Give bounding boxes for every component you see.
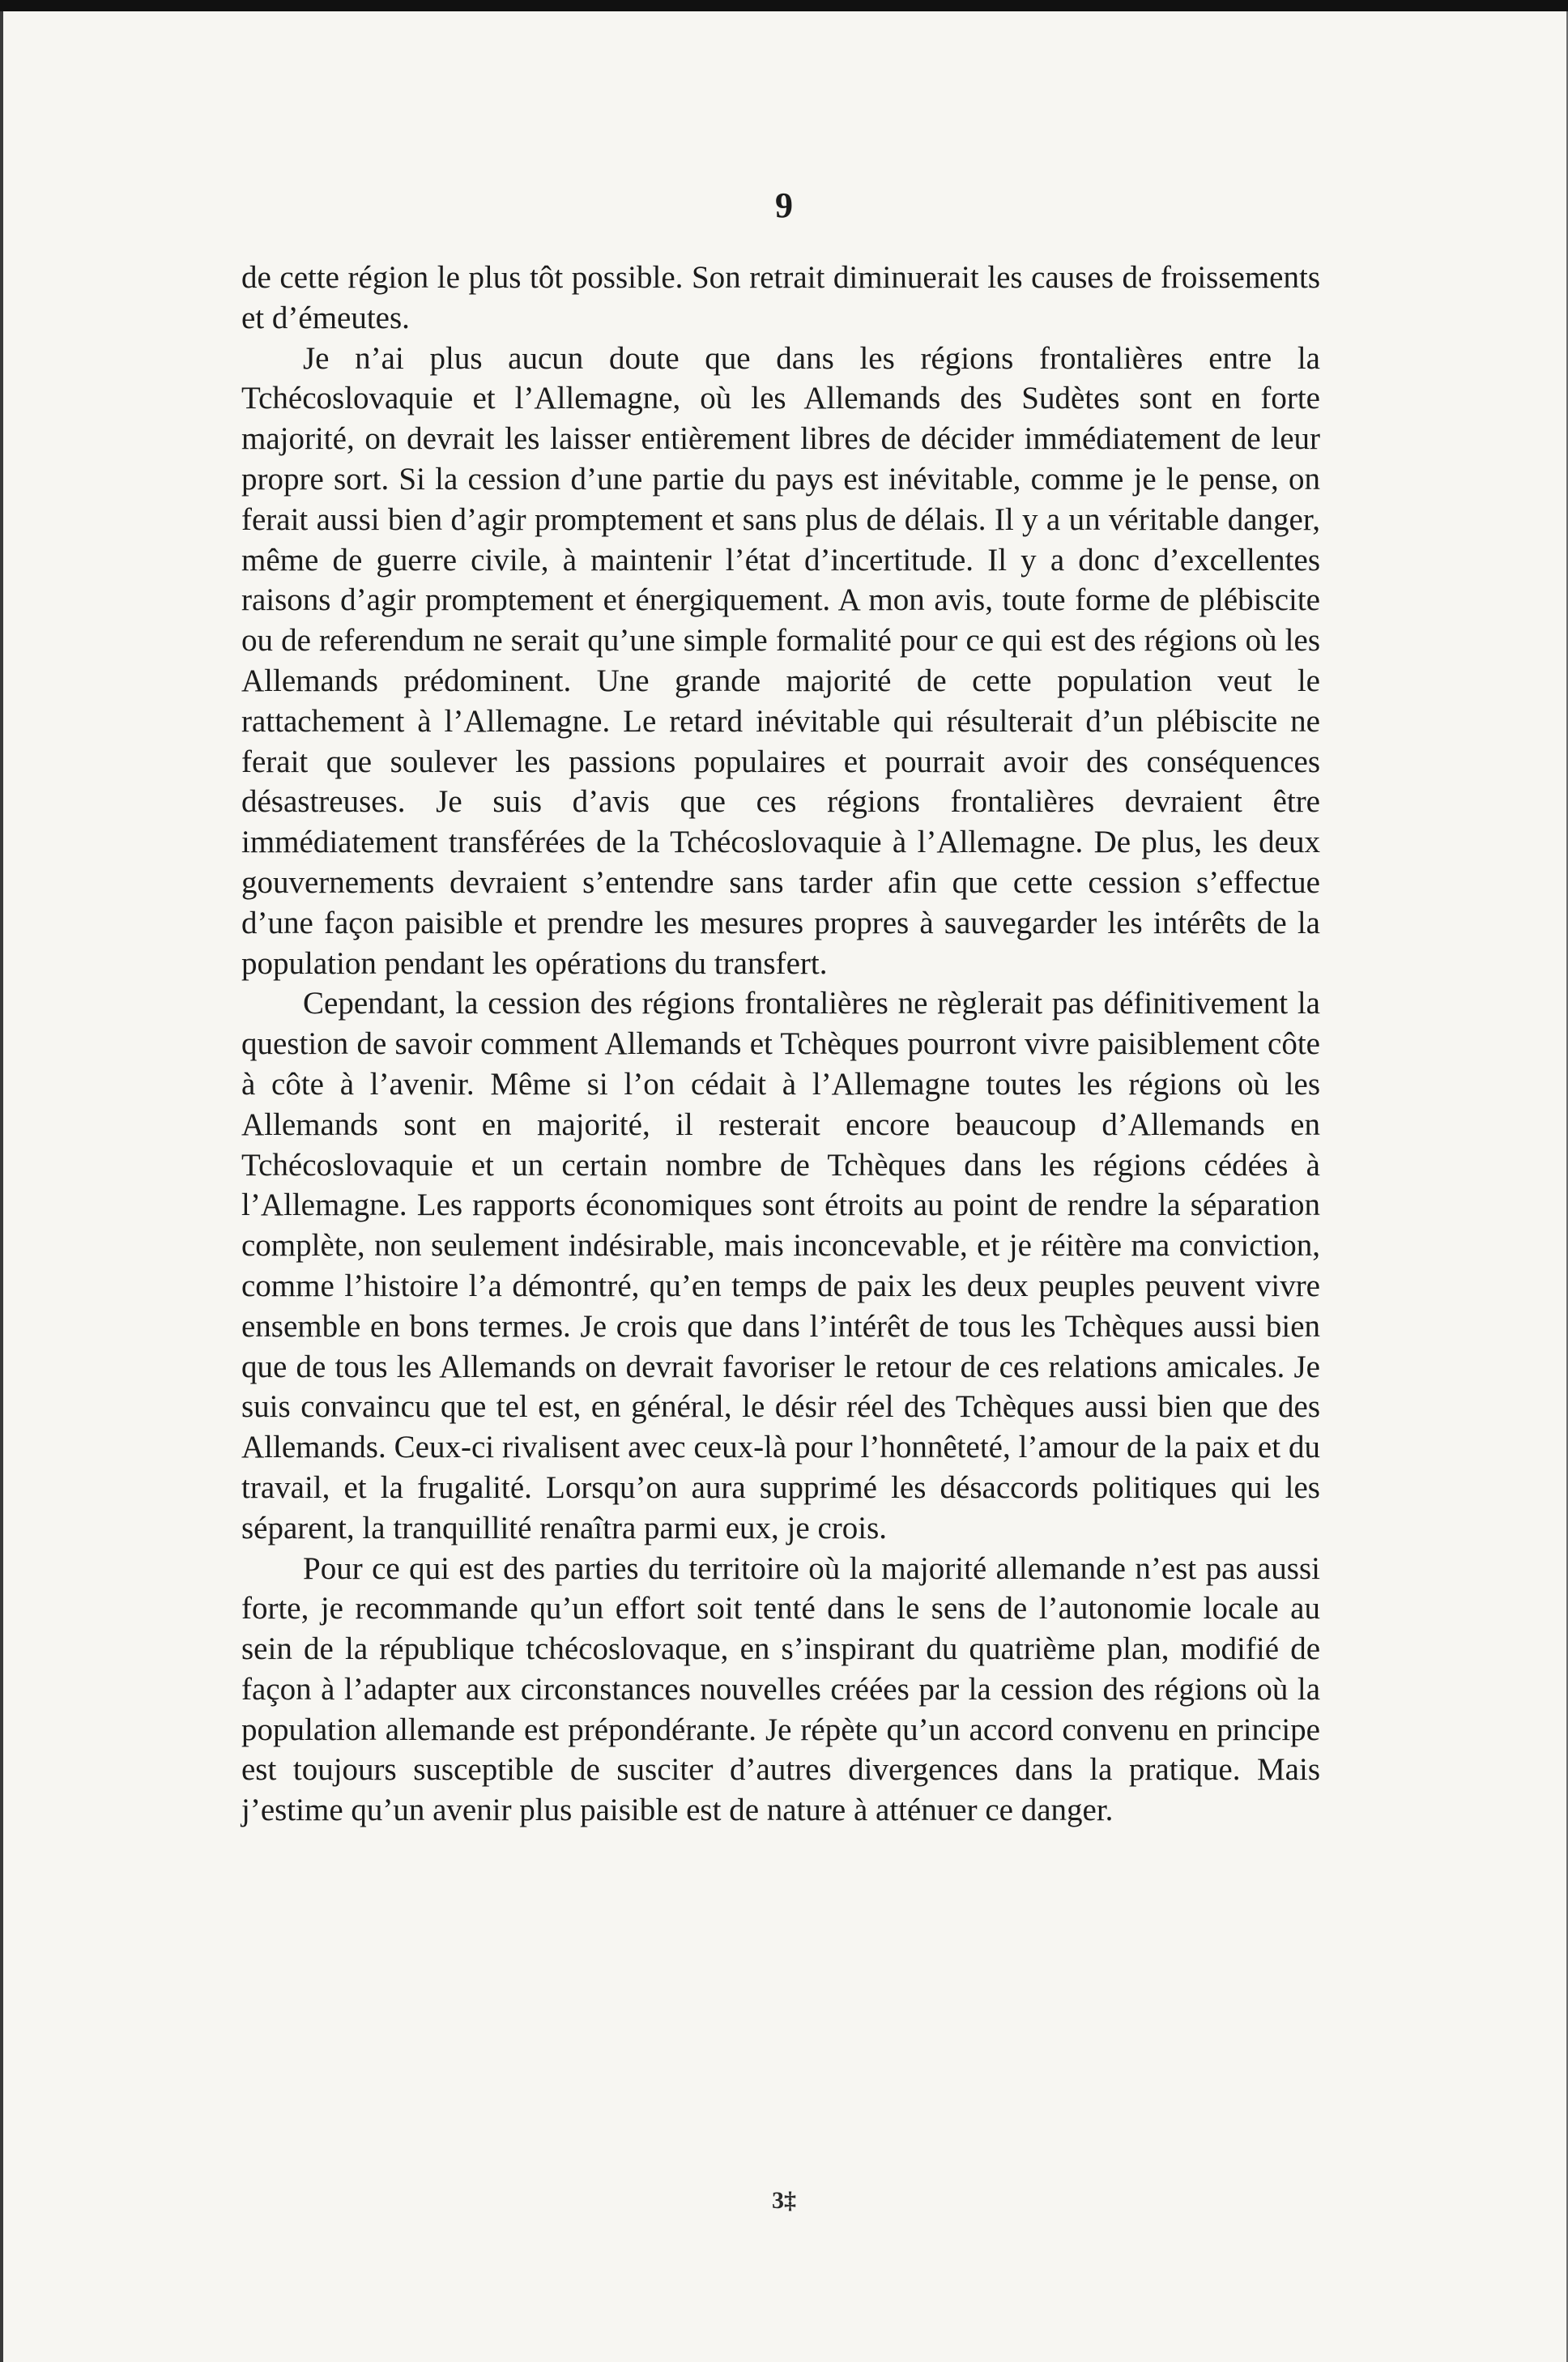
paragraph-coexistence: Cependant, la cession des régions frontalières ne règlerait pas définitivement la question de savoir comment Allemands et Tchèques pourront vivre paisiblement côte à côte à l’avenir. Même si l’on cédait à l’Allemagne toutes les régions où les Allemands sont en majorité, il resterait encore beaucoup d’Allemands en Tchécoslovaquie et un certain nombre de Tchèques dans les régions cédées à l’Allemagne. Les rapports économiques sont étroits au point de rendre la séparation complète, non seulement indésirable, mais inconcevable, et je réitère ma conviction, comme l’histoire l’a démontré, qu’en temps de paix les deux peuples peuvent vivre ensemble en bons termes. Je crois que dans l’intérêt de tous les Tchèques aussi bien que de tous les Allemands on devrait favoriser le retour de ces relations amicales. Je suis convaincu que tel est, en général, le désir réel des Tchèques aussi bien que des Allemands. Ceux-ci rivalisent avec ceux-là pour l’honnêteté, l’amour de la paix et du travail, et la frugalité. Lorsqu’on aura supprimé les désaccords politiques qui les séparent, la tranquillité renaîtra parmi eux, je crois. <box>241 986 1320 1546</box>
page-number: 9 <box>775 185 793 225</box>
scan-left-edge <box>0 11 8 2362</box>
paragraph-continuation: de cette région le plus tôt possible. Son retrait diminuerait les causes de froissements et d’émeutes. <box>241 260 1320 335</box>
paragraph-sudeten-cession: Je n’ai plus aucun doute que dans les régions frontalières entre la Tchécoslovaquie et l’Allemagne, où les Allemands des Sudètes sont en forte majorité, on devrait les laisser entièrement libres de décider immédiatement de leur propre sort. Si la cession d’une partie du pays est inévitable, comme je le pense, on ferait aussi bien d’agir promptement et sans plus de délais. Il y a un véritable danger, même de guerre civile, à maintenir l’état d’incertitude. Il y a donc d’excellentes raisons d’agir promptement et énergiquement. A mon avis, toute forme de plébiscite ou de referendum ne serait qu’une simple formalité pour ce qui est des régions où les Allemands prédominent. Une grande majorité de cette population veut le rattachement à l’Allemagne. Le retard inévitable qui résulterait d’un plébiscite ne ferait que soulever les passions populaires et pourrait avoir des conséquences désastreuses. Je suis d’avis que ces régions frontalières devraient être immédiatement transférées de la Tchécoslovaquie à l’Allemagne. De plus, les deux gouvernements devraient s’entendre sans tarder afin que cette cession s’effectue d’une façon paisible et prendre les mesures propres à sauvegarder les intérêts de la population pendant les opérations du transfert. <box>241 340 1320 981</box>
paragraph-local-autonomy: Pour ce qui est des parties du territoire où la majorité allemande n’est pas aussi forte, je recommande qu’un effort soit tenté dans le sens de l’autonomie locale au sein de la république tchécoslovaque, en s’inspirant du quatrième plan, modifié de façon à l’adapter aux circonstances nouvelles créées par la cession des régions où la population allemande est prépondérante. Je répète qu’un accord convenu en principe est toujours susceptible de susciter d’autres divergences dans la pratique. Mais j’estime qu’un avenir plus paisible est de nature à atténuer ce danger. <box>241 1550 1320 1828</box>
scan-top-border <box>0 0 1568 11</box>
scan-right-edge <box>1563 11 1568 2362</box>
body-text <box>241 258 1320 1831</box>
printer-signature-mark: 3‡ <box>772 2187 796 2214</box>
